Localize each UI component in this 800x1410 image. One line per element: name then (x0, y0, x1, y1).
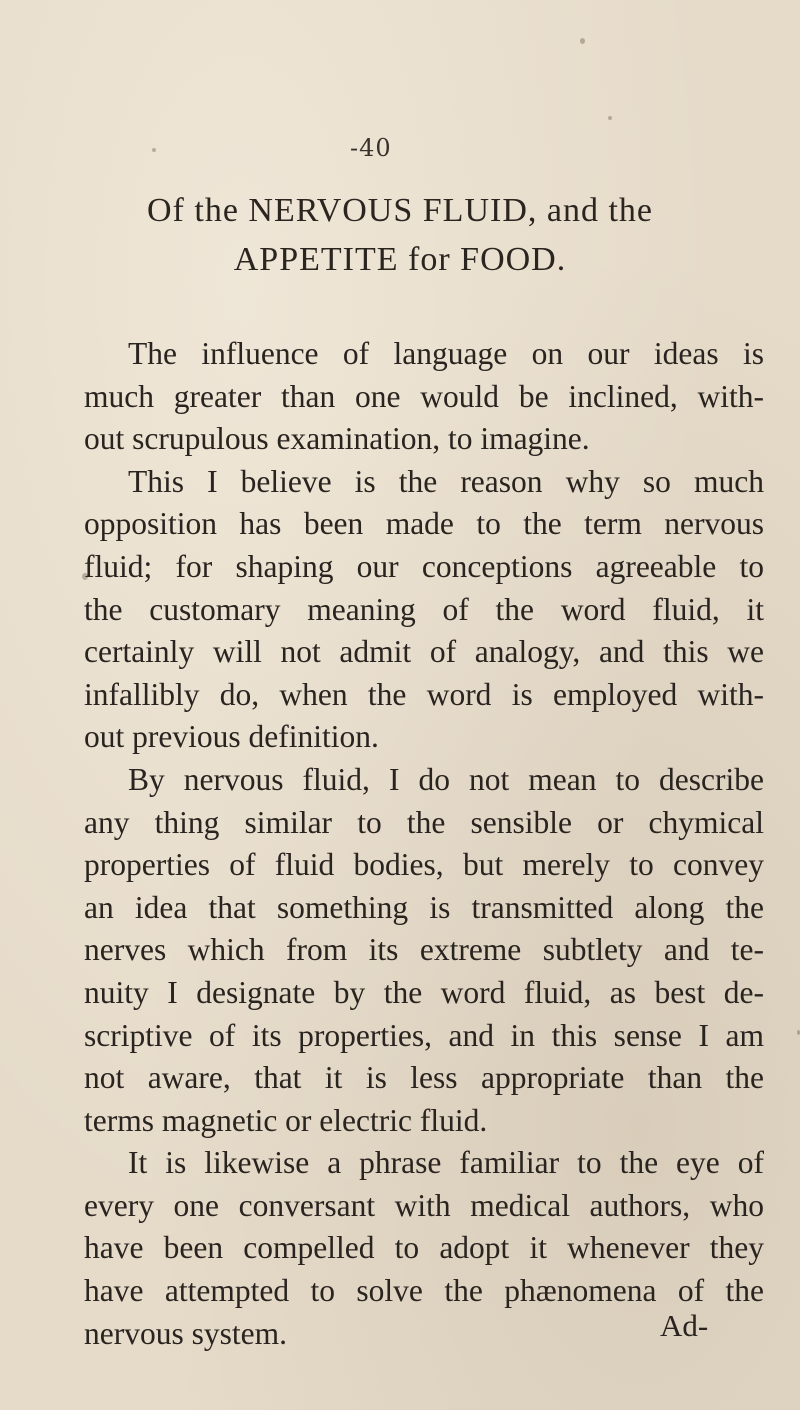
text-line: nuity I designate by the word fluid, as best de- (84, 974, 764, 1010)
chapter-subtitle: APPETITE for FOOD. (233, 241, 567, 278)
text-line: not aware, that it is less appropriate than the (84, 1060, 764, 1096)
text-line: the customary meaning of the word fluid, it (84, 591, 764, 627)
ink-spot (580, 38, 585, 44)
text-line: out previous definition. (84, 719, 379, 755)
text-line: have been compelled to adopt it whenever they (84, 1230, 764, 1266)
text-line: It is likewise a phrase familiar to the eye of (128, 1145, 764, 1181)
text-line: nervous system. (84, 1315, 287, 1351)
text-line: every one conversant with medical authors, who (84, 1187, 764, 1223)
ink-spot (152, 148, 156, 152)
ink-spot (608, 116, 612, 120)
text-line: This I believe is the reason why so much (128, 463, 764, 499)
text-line: opposition has been made to the term nervous (84, 506, 764, 542)
page-number: -40 (350, 134, 392, 162)
text-line: properties of fluid bodies, but merely to convey (84, 847, 764, 883)
body-text (84, 333, 764, 1355)
text-line: nerves which from its extreme subtlety and te- (84, 932, 764, 968)
text-line: The influence of language on our ideas is (128, 336, 764, 371)
text-line: certainly will not admit of analogy, and this we (84, 634, 764, 670)
text-line: any thing similar to the sensible or chymical (84, 804, 764, 840)
text-line: terms magnetic or electric fluid. (84, 1102, 488, 1138)
chapter-title: Of the NERVOUS FLUID, and the (147, 192, 653, 229)
catchword: Ad- (660, 1308, 709, 1343)
text-line: have attempted to solve the phænomena of the (84, 1273, 764, 1309)
text-line: an idea that something is transmitted along the (84, 889, 764, 925)
text-line: scriptive of its properties, and in this sense I am (84, 1017, 764, 1053)
text-line: much greater than one would be inclined, with- (84, 378, 764, 414)
text-line: infallibly do, when the word is employed with- (84, 676, 764, 712)
text-line: out scrupulous examination, to imagine. (84, 421, 590, 457)
text-line: By nervous fluid, I do not mean to describe (128, 761, 764, 797)
text-line: fluid; for shaping our conceptions agreeable to (84, 548, 764, 584)
